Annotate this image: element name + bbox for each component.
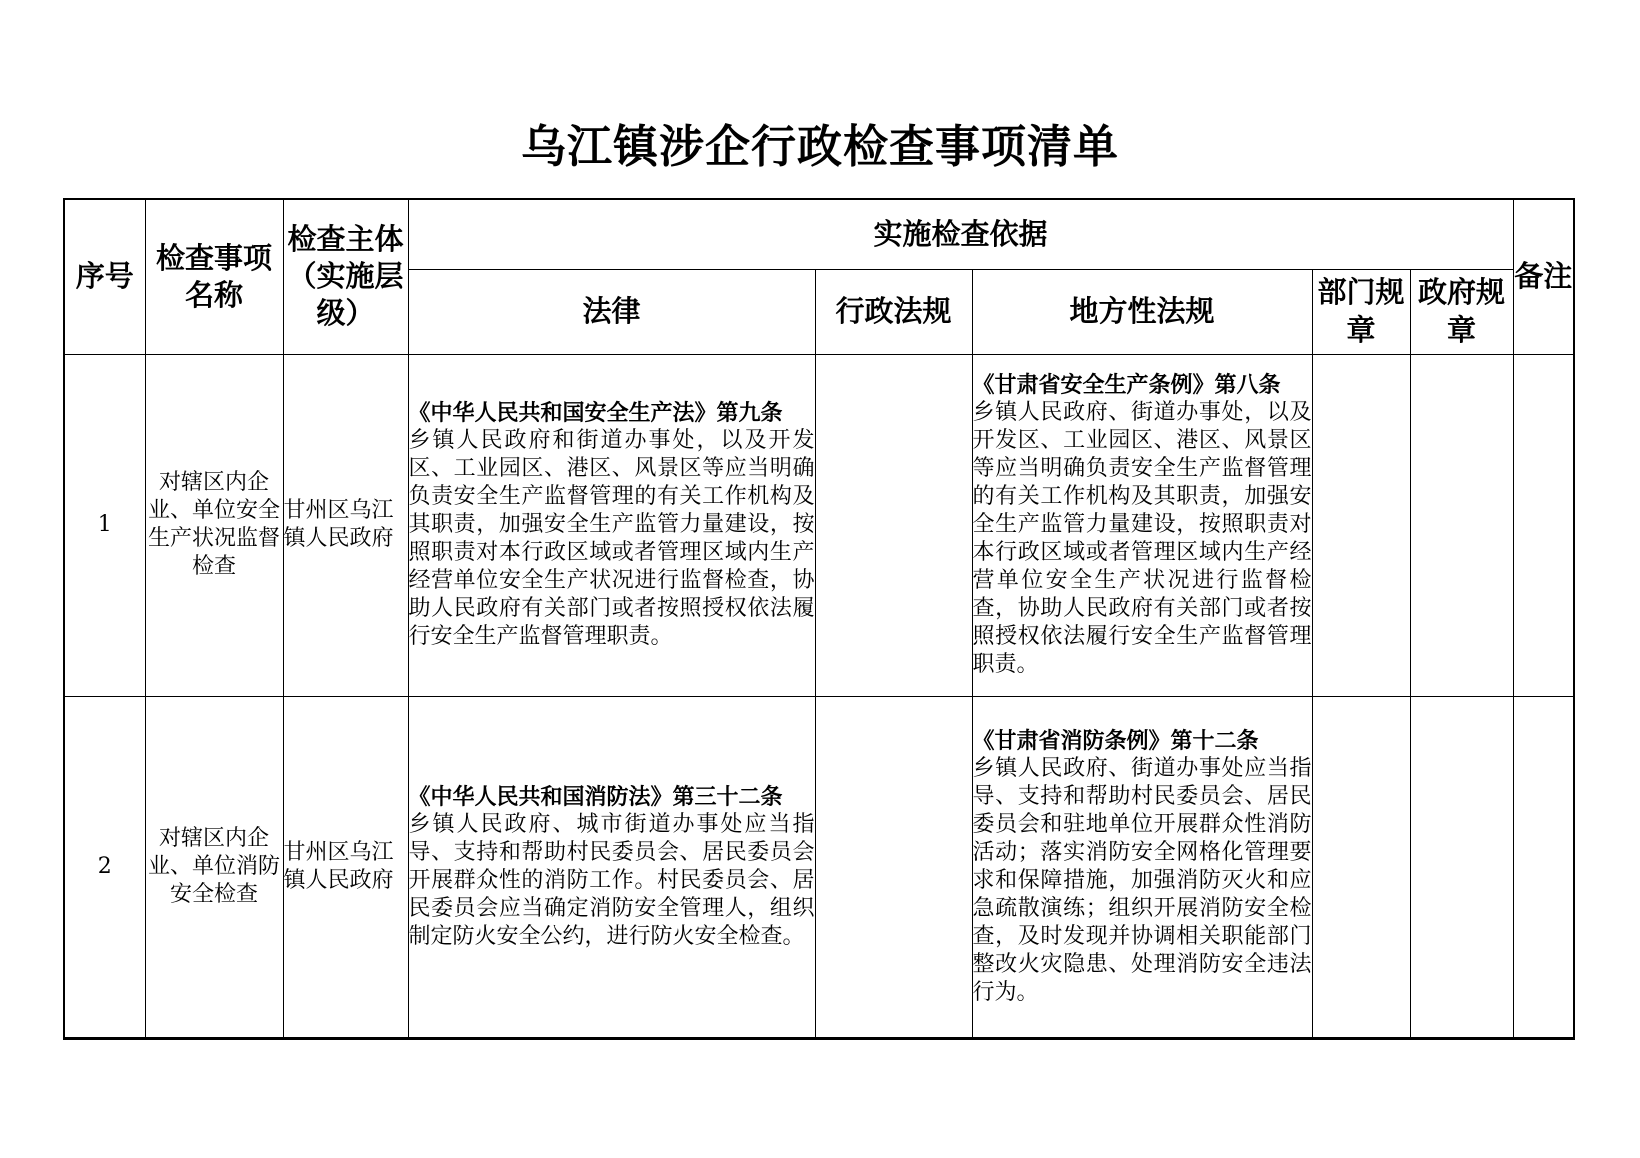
- row2-law-text: 乡镇人民政府、城市街道办事处应当指导、支持和帮助村民委员会、居民委员会开展群众性的消防工作。村民委员会、居民委员会应当确定消防安全管理人，组织制定防火安全公约，进行防火安全检查。: [408, 811, 815, 949]
- header-item-name: 检查事项名称: [145, 199, 283, 354]
- row2-subject: 甘州区乌江镇人民政府: [283, 696, 408, 1038]
- row1-local-cell: [972, 354, 1312, 696]
- row2-law-title: 《中华人民共和国消防法》第三十二条: [408, 783, 783, 810]
- header-law: 法律: [408, 269, 815, 354]
- row2-no: 2: [64, 696, 145, 1038]
- header-remark: 备注: [1513, 199, 1574, 354]
- header-gov-rule: 政府规章: [1410, 269, 1513, 354]
- row2-gov-rule: [1410, 696, 1513, 1038]
- row1-local-title: 《甘肃省安全生产条例》第八条: [972, 372, 1281, 398]
- row1-item-name: 对辖区内企业、单位安全生产状况监督检查: [145, 354, 283, 696]
- row2-local-text: 乡镇人民政府、街道办事处应当指导、支持和帮助村民委员会、居民委员会和驻地单位开展群众性消防活动；落实消防安全网格化管理要求和保障措施，加强消防灭火和应急疏散演练；组织开展消防安全检查，及时发现并协调相关职能部门整改火灾隐患、处理消防安全违法行为。: [972, 755, 1312, 1005]
- row1-local-text: 乡镇人民政府、街道办事处，以及开发区、工业园区、港区、风景区等应当明确负责安全生产监督管理的有关工作机构及其职责，加强安全生产监管力量建设，按照职责对本行政区域或者管理区域内生产经营单位安全生产状况进行监督检查，协助人民政府有关部门或者按照授权依法履行安全生产监督管理职责。: [972, 400, 1312, 677]
- page-title: 乌江镇涉企行政检查事项清单: [520, 120, 1119, 173]
- header-subject: 检查主体（实施层级）: [283, 199, 408, 354]
- row2-dept-rule: [1312, 696, 1410, 1038]
- header-row-top: [64, 199, 1574, 269]
- row1-remark: [1513, 354, 1574, 696]
- row1-admin-regulation: [815, 354, 972, 696]
- row1-law-text: 乡镇人民政府和街道办事处，以及开发区、工业园区、港区、风景区等应当明确负责安全生产监督管理的有关工作机构及其职责，加强安全生产监管力量建设，按照职责对本行政区域或者管理区域内生产经营单位安全生产状况进行监督检查，协助人民政府有关部门或者按照授权依法履行安全生产监督管理职责。: [408, 428, 815, 649]
- table-row: [64, 696, 1574, 1038]
- inspection-items-table: [63, 198, 1575, 1040]
- row1-dept-rule: [1312, 354, 1410, 696]
- header-no: 序号: [64, 199, 145, 354]
- header-dept-rule: 部门规章: [1312, 269, 1410, 354]
- row1-law-title: 《中华人民共和国安全生产法》第九条: [408, 400, 783, 426]
- header-local-regulation: 地方性法规: [972, 269, 1312, 354]
- row2-item-name: 对辖区内企业、单位消防安全检查: [145, 696, 283, 1038]
- row2-remark: [1513, 696, 1574, 1038]
- table-row: [64, 354, 1574, 696]
- row1-no: 1: [64, 354, 145, 696]
- header-basis-group: 实施检查依据: [408, 199, 1513, 269]
- row1-subject: 甘州区乌江镇人民政府: [283, 354, 408, 696]
- row1-law-cell: [408, 354, 815, 696]
- row2-admin-regulation: [815, 696, 972, 1038]
- header-admin-regulation: 行政法规: [815, 269, 972, 354]
- row2-local-cell: [972, 696, 1312, 1038]
- row2-law-cell: [408, 696, 815, 1038]
- row1-gov-rule: [1410, 354, 1513, 696]
- row2-local-title: 《甘肃省消防条例》第十二条: [972, 727, 1259, 754]
